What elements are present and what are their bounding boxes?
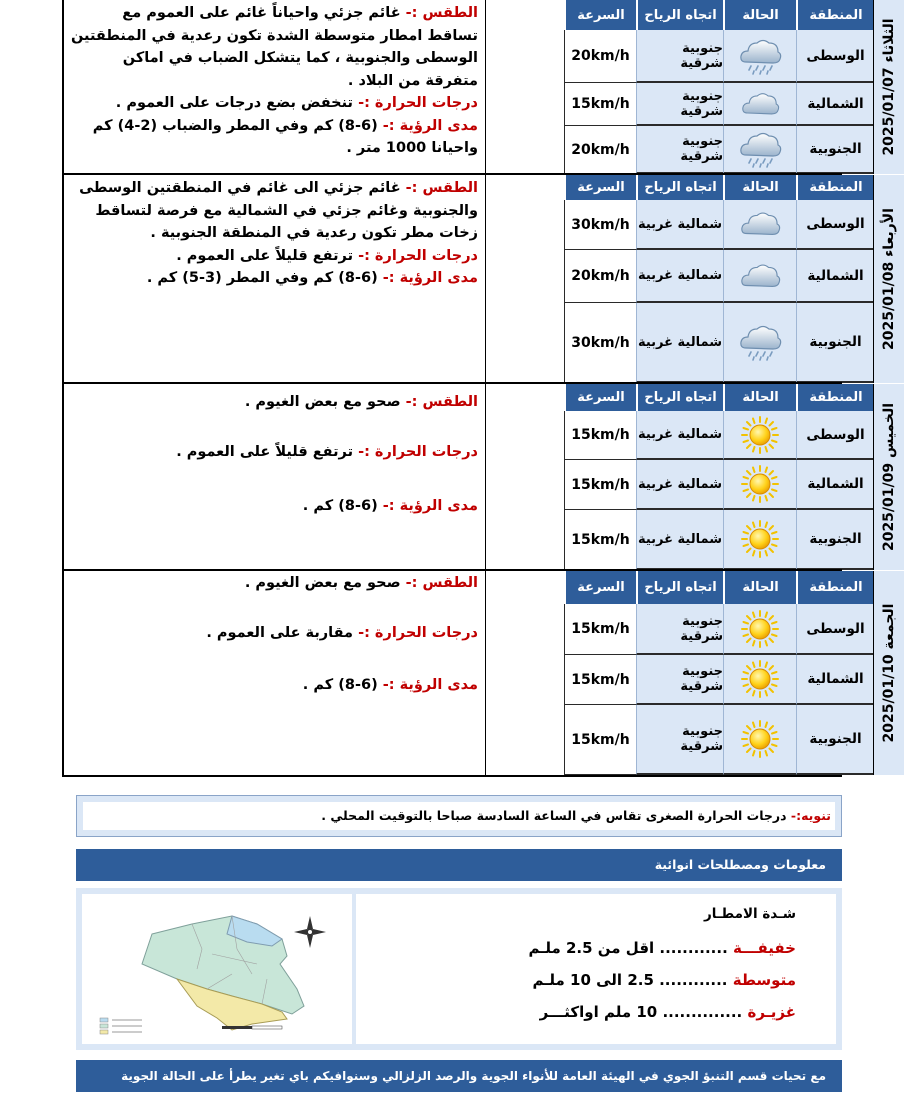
state-cell (723, 250, 796, 303)
speed-cell: 30km/h (564, 200, 636, 250)
speed-cell: 20km/h (564, 250, 636, 303)
region-cell: الجنوبية (796, 126, 874, 174)
table-header (486, 384, 874, 411)
rain-moderate: متوسطة ............ 2.5 الى 10 ملـم (532, 971, 796, 989)
wind-dir-cell: جنوبية شرقية (636, 604, 723, 655)
state-cell (723, 303, 796, 383)
wind-dir-cell: شمالية غربية (636, 250, 723, 303)
day-description: الطقس :- صحو مع بعض الغيوم . درجات الحرارة :- ترتفع قليلاً على العموم . مدى الرؤية :- (6-8) كم . (176, 394, 478, 514)
table-row (486, 200, 874, 250)
wind-dir-cell: جنوبية شرقية (636, 126, 723, 174)
iraq-map-icon (82, 894, 352, 1044)
footer-bar (76, 1060, 842, 1092)
state-cell (723, 705, 796, 775)
sun-icon (740, 464, 780, 504)
header-state: الحالة (723, 384, 796, 411)
table-row (486, 604, 874, 655)
table-row (486, 30, 874, 83)
speed-cell: 15km/h (564, 460, 636, 510)
header-region: المنطقة (796, 571, 874, 604)
speed-cell: 30km/h (564, 303, 636, 383)
cloud-icon (738, 86, 782, 122)
day-description: الطقس :- غائم جزئي واحياناً غائم على العموم مع تساقط امطار متوسطة الشدة تكون رعدية في المنطقتين الوسطى والجنوبية ، كما يتشكل الضباب في اماكن متفرقة من البلاد . درجات الحرارة :- تنخفض بضع درجات على العموم . مدى الرؤية :- (6-8) كم وفي المطر والضباب (2-4) كم واحيانا 1000 متر . (70, 5, 478, 156)
state-cell (723, 30, 796, 83)
cloud-icon (738, 257, 782, 295)
note-box (76, 795, 842, 837)
day-block-friday (62, 571, 897, 775)
table-header (486, 571, 874, 604)
state-cell (723, 83, 796, 126)
rain-cloud-icon (738, 322, 782, 362)
speed-cell: 15km/h (564, 510, 636, 570)
rain-light: خفيفـــة ............ اقل من 2.5 ملـم (528, 939, 796, 957)
header-wind-dir: اتجاه الرياح (636, 384, 723, 411)
footer-text: مع تحيات قسم التنبؤ الجوي في الهيئة العامة للأنواء الجوية والرصد الزلزالي وسنوافيكم باي تغير يطرأ على الحالة الجوية (121, 1069, 826, 1083)
rain-intensity-title: شـدة الامطـار (703, 906, 796, 922)
scale-bar (222, 1026, 282, 1029)
date-column (873, 384, 904, 570)
state-cell (723, 411, 796, 460)
table-row (486, 83, 874, 126)
date-column (873, 571, 904, 775)
table-row (486, 460, 874, 510)
wind-dir-cell: جنوبية شرقية (636, 705, 723, 775)
table-row (486, 303, 874, 383)
date-column (873, 0, 904, 174)
region-cell: الجنوبية (796, 510, 874, 570)
table-row (486, 411, 874, 460)
header-state: الحالة (723, 571, 796, 604)
speed-cell: 20km/h (564, 30, 636, 83)
region-map (82, 894, 352, 1044)
forecast-table (485, 571, 874, 775)
day-date: الجمعة 2025/01/10 (881, 603, 897, 743)
table-header (486, 175, 874, 200)
header-speed: السرعة (564, 571, 636, 604)
header-wind-dir: اتجاه الرياح (636, 0, 723, 30)
frame-bottom-border (62, 775, 842, 777)
speed-cell: 15km/h (564, 411, 636, 460)
region-cell: الشمالية (796, 460, 874, 510)
wind-dir-cell: شمالية غربية (636, 200, 723, 250)
header-state: الحالة (723, 0, 796, 30)
wind-dir-cell: شمالية غربية (636, 411, 723, 460)
wind-dir-cell: شمالية غربية (636, 303, 723, 383)
rain-cloud-icon (738, 36, 782, 76)
speed-cell: 15km/h (564, 705, 636, 775)
day-block-thursday (62, 384, 897, 570)
table-row (486, 250, 874, 303)
sun-icon (740, 659, 780, 699)
speed-cell: 20km/h (564, 126, 636, 174)
compass-rose-icon (294, 916, 326, 948)
sun-icon (740, 415, 780, 455)
rain-intensity-box (356, 894, 836, 1044)
header-speed: السرعة (564, 0, 636, 30)
region-cell: الشمالية (796, 655, 874, 705)
day-description: الطقس :- صحو مع بعض الغيوم . درجات الحرارة :- مقاربة على العموم . مدى الرؤية :- (6-8) كم . (206, 575, 478, 693)
day-date: الثلاثاء 2025/01/07 (881, 18, 897, 156)
table-row (486, 655, 874, 705)
region-cell: الوسطى (796, 604, 874, 655)
state-cell (723, 655, 796, 705)
forecast-table (485, 384, 874, 570)
header-speed: السرعة (564, 384, 636, 411)
wind-dir-cell: شمالية غربية (636, 460, 723, 510)
header-state: الحالة (723, 175, 796, 200)
date-column (873, 175, 904, 383)
region-cell: الوسطى (796, 411, 874, 460)
forecast-table (485, 0, 874, 174)
region-cell: الجنوبية (796, 705, 874, 775)
table-row (486, 510, 874, 570)
table-row (486, 126, 874, 174)
header-speed: السرعة (564, 175, 636, 200)
day-block-wednesday (62, 175, 897, 383)
sun-icon (740, 519, 780, 559)
speed-cell: 15km/h (564, 83, 636, 126)
day-description: الطقس :- غائم جزئي الى غائم في المنطقتين الوسطى والجنوبية وغائم جزئي في الشمالية مع فرصة لتساقط زخات مطر تكون رعدية في المنطقة الجنوبية . درجات الحرارة :- ترتفع قليلاً على العموم . مدى الرؤية :- (6-8) كم وفي المطر (3-5) كم . (79, 180, 478, 286)
header-region: المنطقة (796, 0, 874, 30)
rain-cloud-icon (738, 129, 782, 169)
wind-dir-cell: جنوبية شرقية (636, 30, 723, 83)
wind-dir-cell: جنوبية شرقية (636, 655, 723, 705)
state-cell (723, 510, 796, 570)
region-cell: الوسطى (796, 200, 874, 250)
day-date: الخميس 2025/01/09 (881, 402, 897, 552)
legend-section (76, 888, 842, 1050)
wind-dir-cell: جنوبية شرقية (636, 83, 723, 126)
speed-cell: 15km/h (564, 604, 636, 655)
header-wind-dir: اتجاه الرياح (636, 571, 723, 604)
sun-icon (740, 609, 780, 649)
region-cell: الشمالية (796, 83, 874, 126)
info-title-bar (76, 849, 842, 881)
note-text: تنويه:- درجات الحرارة الصغرى تقاس في الساعة السادسة صباحا بالتوقيت المحلي . (83, 802, 835, 830)
header-region: المنطقة (796, 175, 874, 200)
forecast-table (485, 175, 874, 383)
state-cell (723, 604, 796, 655)
state-cell (723, 460, 796, 510)
region-cell: الشمالية (796, 250, 874, 303)
sun-icon (740, 719, 780, 759)
wind-dir-cell: شمالية غربية (636, 510, 723, 570)
cloud-icon (738, 205, 782, 243)
day-block-tuesday (62, 0, 897, 174)
state-cell (723, 126, 796, 174)
state-cell (723, 200, 796, 250)
region-cell: الجنوبية (796, 303, 874, 383)
map-legend (100, 1018, 142, 1034)
header-wind-dir: اتجاه الرياح (636, 175, 723, 200)
day-date: الأربعاء 2025/01/08 (881, 208, 897, 350)
rain-heavy: غزيـرة .............. 10 ملم اواكثـــر (539, 1003, 796, 1021)
table-row (486, 705, 874, 775)
table-header (486, 0, 874, 30)
speed-cell: 15km/h (564, 655, 636, 705)
info-title: معلومات ومصطلحات انوائية (654, 857, 826, 872)
region-cell: الوسطى (796, 30, 874, 83)
header-region: المنطقة (796, 384, 874, 411)
